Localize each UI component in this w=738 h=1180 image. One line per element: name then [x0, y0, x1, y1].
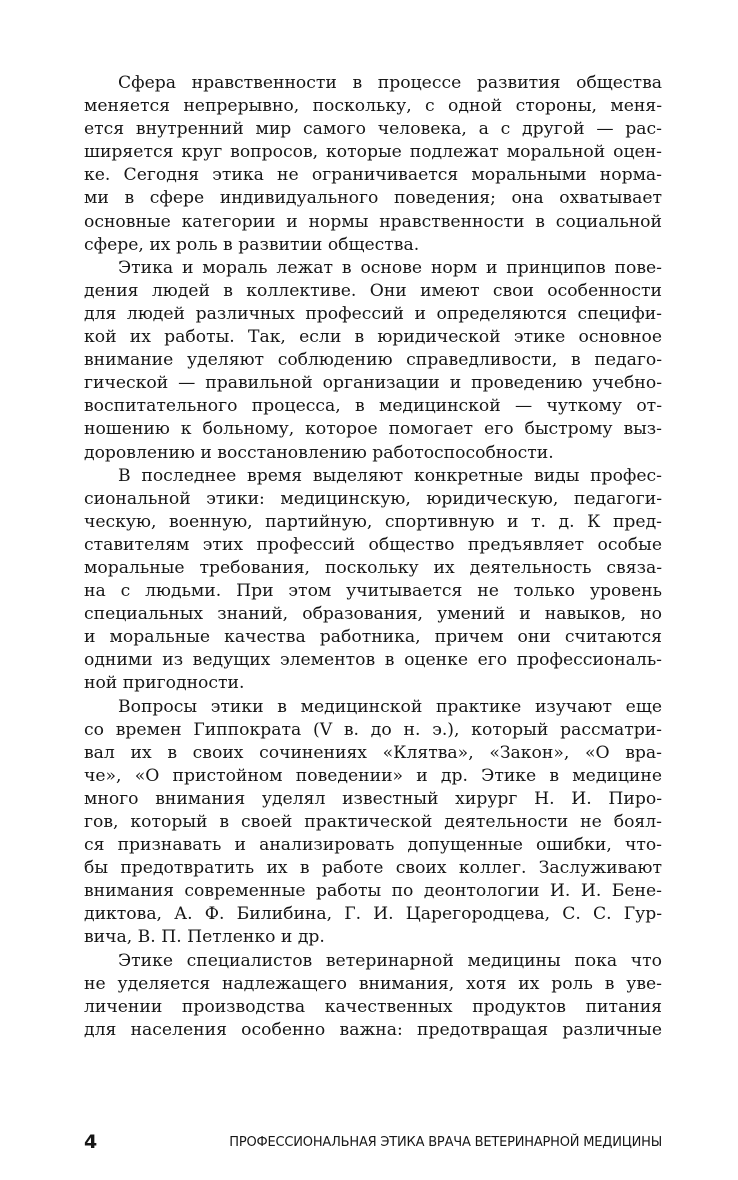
paragraph	[84, 696, 662, 950]
paragraph	[84, 257, 662, 465]
text-line: для людей различных профессий и определяются специфи-	[84, 303, 662, 324]
paragraph	[84, 950, 662, 1042]
text-line: моральные требования, поскольку их деятельность связа-	[84, 557, 662, 578]
text-line: гической — правильной организации и проведению учебно-	[84, 373, 662, 394]
text-line: Сфера нравственности в процессе развития общества	[118, 73, 662, 93]
page-body-text	[84, 72, 662, 1042]
text-line: доровлению и восстановлению работоспособности.	[84, 442, 554, 463]
paragraph	[84, 72, 662, 257]
text-line: много внимания уделял известный хирург Н. И. Пиро-	[84, 788, 662, 809]
text-line: со времен Гиппократа (V в. до н. э.), который рассматри-	[84, 719, 662, 740]
text-line: гов, который в своей практической деятельности не боял-	[84, 812, 662, 832]
text-line: вал их в своих сочинениях «Клятва», «Закон», «О вра-	[84, 742, 662, 763]
text-line: внимания современные работы по деонтологии И. И. Бене-	[84, 881, 662, 902]
text-line: кой их работы. Так, если в юридической этике основное	[84, 327, 662, 348]
text-line: диктова, А. Ф. Билибина, Г. И. Царегородцева, С. С. Гур-	[84, 904, 662, 925]
text-line: ношению к больному, которое помогает его быстрому выз-	[84, 419, 662, 440]
text-line: че», «О пристойном поведении» и др. Этике в медицине	[84, 765, 662, 786]
text-line: вича, В. П. Петленко и др.	[84, 927, 325, 948]
text-line: не уделяется надлежащего внимания, хотя их роль в уве-	[84, 973, 662, 994]
text-line: ми в сфере индивидуального поведения; она охватывает	[84, 188, 662, 209]
text-line: ется внутренний мир самого человека, а с другой — рас-	[84, 119, 662, 140]
text-line: ческую, военную, партийную, спортивную и т. д. К пред-	[84, 511, 662, 532]
text-line: ся признавать и анализировать допущенные ошибки, что-	[84, 835, 662, 856]
text-line: ке. Сегодня этика не ограничивается моральными норма-	[84, 165, 662, 186]
paragraph	[84, 465, 662, 696]
text-line: Этика и мораль лежат в основе норм и принципов пове-	[118, 257, 662, 278]
text-line: ставителям этих профессий общество предъявляет особые	[84, 534, 662, 555]
page-number: 4	[84, 1131, 98, 1153]
text-line: сиональной этики: медицинскую, юридическую, педагоги-	[84, 488, 662, 509]
text-line: ной пригодности.	[84, 673, 245, 694]
text-line: внимание уделяют соблюдению справедливости, в педаго-	[84, 350, 662, 371]
text-line: Вопросы этики в медицинской практике изучают еще	[118, 696, 662, 717]
page-footer	[84, 1133, 662, 1153]
text-line: бы предотвратить их в работе своих коллег. Заслуживают	[84, 858, 662, 879]
running-title: ПРОФЕССИОНАЛЬНАЯ ЭТИКА ВРАЧА ВЕТЕРИНАРНОЙ МЕДИЦИНЫ	[229, 1135, 662, 1150]
text-line: меняется непрерывно, поскольку, с одной стороны, меня-	[84, 96, 662, 117]
text-line: ширяется круг вопросов, которые подлежат моральной оцен-	[84, 142, 662, 163]
text-line: дения людей в коллективе. Они имеют свои особенности	[84, 280, 662, 301]
text-line: сфере, их роль в развитии общества.	[84, 234, 420, 255]
text-line: одними из ведущих элементов в оценке его профессиональ-	[84, 650, 662, 671]
text-line: личении производства качественных продуктов питания	[84, 996, 662, 1017]
text-line: В последнее время выделяют конкретные виды профес-	[118, 465, 662, 486]
text-line: Этике специалистов ветеринарной медицины пока что	[118, 950, 662, 971]
text-line: специальных знаний, образования, умений и навыков, но	[84, 604, 662, 625]
text-line: для населения особенно важна: предотвращая различные	[84, 1019, 662, 1040]
text-line: и моральные качества работника, причем они считаются	[84, 627, 662, 648]
text-line: воспитательного процесса, в медицинской — чуткому от-	[84, 396, 662, 417]
text-line: основные категории и нормы нравственности в социальной	[84, 211, 662, 232]
text-line: на с людьми. При этом учитывается не только уровень	[84, 581, 662, 602]
